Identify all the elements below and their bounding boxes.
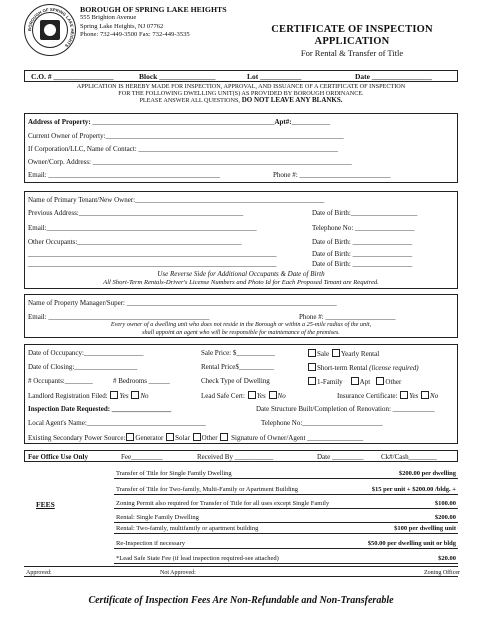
local-agent-field[interactable]: Local Agent's Name:__________________________________ xyxy=(28,419,206,427)
borough-header xyxy=(80,6,227,40)
solar-label: Solar xyxy=(175,434,190,442)
date-field[interactable]: Date ________________ xyxy=(355,71,432,81)
primary-tenant-field[interactable]: Name of Primary Tenant/New Owner:______________________________________________________ xyxy=(28,196,325,204)
form-subtitle: For Rental & Transfer of Title xyxy=(300,48,404,58)
short-term-note: All Short-Term Rentals-Driver's License Numbers and Photo Id for Each Proposed Tenant are Required. xyxy=(103,279,379,286)
fees-label: FEES xyxy=(36,500,55,509)
generator-label: Generator xyxy=(135,434,164,442)
structure-built-field[interactable]: Date Structure Built/Completion of Renovation: ____________ xyxy=(256,405,435,413)
footer-note: Certificate of Inspection Fees Are Non-Refundable and Non-Transferable xyxy=(88,595,394,606)
other-dwelling-label: Other xyxy=(385,378,402,386)
dwelling-type-options xyxy=(307,377,401,386)
occupants-count-field[interactable]: # Occupants:________ xyxy=(28,377,93,385)
tenant-telephone-field[interactable]: Telephone No: _________________ xyxy=(312,224,415,232)
license-required-label: (license required) xyxy=(369,364,419,372)
yearly-rental-checkbox[interactable] xyxy=(332,349,340,357)
fee-row xyxy=(114,486,458,495)
other-occupants-field[interactable]: Other Occupants:_______________________________________________ xyxy=(28,238,242,246)
yearly-rental-label: Yearly Rental xyxy=(340,350,380,358)
details-section xyxy=(24,344,458,444)
fee-description: Re-Inspection if necessary xyxy=(116,540,185,547)
apt-label: Apt#: xyxy=(274,118,292,126)
landlord-yes-label: Yes xyxy=(119,392,129,400)
landlord-registration-label: Landlord Registration Filed: xyxy=(28,392,108,400)
short-term-checkbox[interactable] xyxy=(308,363,316,371)
office-fee-field[interactable]: Fee_________ xyxy=(121,453,163,461)
tenant-email-field[interactable]: Email:____________________________________________________________ xyxy=(28,224,257,232)
lead-safe-label: Lead Safe Cert: xyxy=(201,392,245,400)
owner-phone-field[interactable]: Phone #: __________________________ xyxy=(273,171,391,179)
insurance-no-checkbox[interactable] xyxy=(421,391,429,399)
occupancy-date-field[interactable]: Date of Occupancy:_________________ xyxy=(28,349,144,357)
block-field[interactable]: Block _______________ xyxy=(139,71,216,81)
approved-field[interactable]: Approved: xyxy=(26,570,52,576)
landlord-no-label: No xyxy=(140,392,149,400)
received-by-field[interactable]: Received By ___________ xyxy=(197,453,274,461)
other-power-box[interactable] xyxy=(220,433,228,441)
office-date-field[interactable]: Date _________ xyxy=(317,453,364,461)
landlord-registration-row xyxy=(28,391,148,400)
power-source-row xyxy=(28,433,363,442)
approved-line xyxy=(60,576,110,577)
occupant-dob-field-1[interactable]: Date of Birth: _________________ xyxy=(312,238,413,246)
seal-text: BOROUGH OF SPRING LAKE HEIGHTS xyxy=(26,6,76,49)
property-address-label: Address of Property: xyxy=(28,118,91,126)
current-owner-field[interactable]: Current Owner of Property:____________________________________________________________________ xyxy=(28,132,344,140)
insurance-no-label: No xyxy=(430,392,439,400)
fee-description: Transfer of Title for Two-family, Multi-Family or Apartment Building xyxy=(116,486,299,493)
fee-amount: $20.00 xyxy=(438,555,456,562)
occupant-line-2[interactable]: _______________________________________________________________________ xyxy=(28,250,277,258)
insurance-row xyxy=(337,391,438,400)
lot-field[interactable]: Lot ___________ xyxy=(247,71,302,81)
other-power-checkbox[interactable] xyxy=(193,433,201,441)
fee-description: Rental: Two-family, multifamily or apartment building xyxy=(116,525,259,532)
fee-row xyxy=(114,540,458,549)
form-title-1: CERTIFICATE OF INSPECTION xyxy=(271,24,433,35)
short-term-label: Short-term Rental xyxy=(317,364,370,372)
fee-description: Rental: Single Family Dwelling xyxy=(116,514,199,521)
borough-phone: Phone: 732-449-3500 Fax: 732-449-3535 xyxy=(80,31,190,39)
fee-row xyxy=(114,500,458,509)
co-bar xyxy=(24,70,458,82)
agent-note-2: shall appoint an agent who will be responsible for maintenance of the premises. xyxy=(142,329,340,336)
co-number-field[interactable]: C.O. # ________________ xyxy=(31,71,114,81)
dwelling-type-label: Check Type of Dwelling xyxy=(201,377,270,385)
notice-line-3b: DO NOT LEAVE ANY BLANKS. xyxy=(239,96,343,105)
fee-row xyxy=(114,470,458,479)
borough-name: BOROUGH OF SPRING LAKE HEIGHTS xyxy=(80,5,227,14)
insurance-label: Insurance Certificate: xyxy=(337,392,398,400)
notice-line-2: FOR THE FOLLOWING DWELLING UNIT(S) AS PROVIDED BY BOROUGH ORDINANCE. xyxy=(118,90,364,98)
notice-line-3a: PLEASE ANSWER ALL QUESTIONS, xyxy=(139,97,240,105)
inspection-date-field[interactable]: Inspection Date Requested: _________________ xyxy=(28,405,172,413)
fee-amount: $100.00 xyxy=(434,500,456,507)
fee-description: *Lead Safe State Fee (if lead inspection required-see attached) xyxy=(116,555,279,562)
bedrooms-field[interactable]: # Bedrooms ______ xyxy=(113,377,170,385)
occupant-dob-field-2[interactable]: Date of Birth: _________________ xyxy=(312,250,413,258)
fee-amount: $200.00 per dwelling xyxy=(398,470,456,477)
property-address-line: ____________________________________________________ xyxy=(90,118,275,126)
lead-yes-checkbox[interactable] xyxy=(248,391,256,399)
approval-row xyxy=(24,566,461,577)
one-family-checkbox[interactable] xyxy=(308,377,316,385)
fee-row xyxy=(114,555,458,564)
agent-telephone-field[interactable]: Telephone No:_______________________ xyxy=(261,419,383,427)
sale-label: Sale xyxy=(317,350,330,358)
fee-amount: $100 per dwelling unit xyxy=(394,525,456,532)
application-notice xyxy=(24,83,458,105)
power-source-label: Existing Secondary Power Source: xyxy=(28,434,126,442)
form-title-block xyxy=(252,24,452,58)
corporation-contact-field[interactable]: If Corporation/LLC, Name of Contact: _________________________________________________________ xyxy=(28,145,338,153)
fee-amount: $200.00 xyxy=(434,514,456,521)
office-use-bar xyxy=(24,450,458,462)
lead-yes-label: Yes xyxy=(256,392,266,400)
other-power-label: Other xyxy=(201,434,218,442)
borough-address-2: Spring Lake Heights, NJ 07762 xyxy=(80,22,164,30)
not-approved-field[interactable]: Not Approved: xyxy=(160,570,196,576)
zoning-officer-label: Zoning Officer xyxy=(424,570,461,576)
one-family-label: 1-Family xyxy=(317,378,343,386)
lead-safe-row xyxy=(201,391,286,400)
sale-checkbox[interactable] xyxy=(308,349,316,357)
landlord-yes-checkbox[interactable] xyxy=(110,391,118,399)
office-use-label: For Office Use Only xyxy=(28,453,88,461)
fee-description: Transfer of Title for Single Family Dwelling xyxy=(116,470,232,477)
manager-email-field[interactable]: Email: ______________________________________________ xyxy=(28,313,210,321)
apt-checkbox[interactable] xyxy=(351,377,359,385)
form-title-2: APPLICATION xyxy=(314,36,390,47)
apt-label: Apt xyxy=(359,378,371,386)
occupant-dob-field-3[interactable]: Date of Birth: _________________ xyxy=(312,260,413,268)
previous-address-field[interactable]: Previous Address:_______________________________________________ xyxy=(28,209,244,217)
fee-amount: $15 per unit + $200.00 /bldg. + xyxy=(371,486,456,493)
occupant-line-3[interactable]: _______________________________________________________________________ xyxy=(28,260,277,268)
fee-description: Zoning Permit also required for Transfer of Title for all uses except Single Family xyxy=(116,500,330,507)
fee-row xyxy=(114,514,458,523)
short-term-option xyxy=(307,363,419,372)
property-address-row[interactable] xyxy=(28,118,330,126)
solar-checkbox[interactable] xyxy=(166,433,174,441)
tenant-section xyxy=(24,191,458,289)
property-manager-field[interactable]: Name of Property Manager/Super: ____________________________________________________________ xyxy=(28,299,337,307)
check-cash-field[interactable]: Ck#/Cash________ xyxy=(381,453,437,461)
tenant-dob-field[interactable]: Date of Birth:___________________ xyxy=(312,209,418,217)
rental-price-field[interactable]: Rental Price$__________ xyxy=(201,363,274,371)
closing-date-field[interactable]: Date of Closing:__________________ xyxy=(28,363,138,371)
signature-field[interactable]: Signature of Owner/Agent ________________ xyxy=(231,434,364,442)
fee-row xyxy=(114,525,458,534)
lead-no-checkbox[interactable] xyxy=(269,391,277,399)
owner-email-field[interactable]: Email: _________________________________________________ xyxy=(28,171,220,179)
borough-seal xyxy=(24,4,76,56)
sale-yearly-options xyxy=(307,349,379,358)
agent-note-1: Every owner of a dwelling unit who does not reside in the Borough or within a 25-mile radius of the unit, xyxy=(110,321,372,328)
fee-amount: $50.00 per dwelling unit or bldg xyxy=(367,540,456,547)
notice-line-3 xyxy=(24,97,458,104)
insurance-yes-label: Yes xyxy=(409,392,419,400)
generator-checkbox[interactable] xyxy=(126,433,134,441)
borough-address-1: 555 Brighton Avenue xyxy=(80,14,137,22)
manager-section xyxy=(24,294,458,338)
seal-emblem-icon xyxy=(32,12,68,48)
property-section xyxy=(24,113,458,183)
lead-no-label: No xyxy=(277,392,286,400)
not-approved-line xyxy=(204,576,424,577)
apt-line: ___________ xyxy=(291,118,331,126)
insurance-yes-checkbox[interactable] xyxy=(400,391,408,399)
other-dwelling-checkbox[interactable] xyxy=(376,377,384,385)
notice-line-1: APPLICATION IS HEREBY MADE FOR INSPECTION, APPROVAL, AND ISSUANCE OF A CERTIFICATE OF INSPECTION xyxy=(76,83,406,90)
manager-phone-field[interactable]: Phone #: ____________________ xyxy=(299,313,396,321)
reverse-side-note: Use Reverse Side for Additional Occupants & Date of Birth xyxy=(157,270,325,278)
sale-price-field[interactable]: Sale Price: $___________ xyxy=(201,349,275,357)
landlord-no-checkbox[interactable] xyxy=(131,391,139,399)
owner-address-field[interactable]: Owner/Corp. Address: __________________________________________________________________________ xyxy=(28,158,352,166)
